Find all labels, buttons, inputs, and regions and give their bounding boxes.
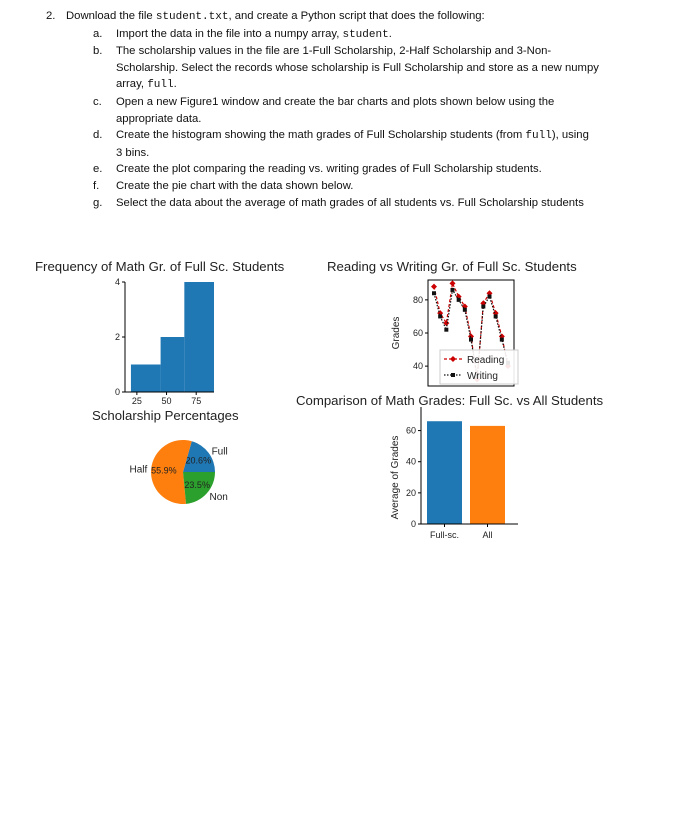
bar-chart-title: Comparison of Math Grades: Full Sc. vs All Students [296,393,604,408]
histogram-bar [161,337,185,392]
pie-percent-label: 55.9% [151,465,177,476]
histogram-bar [184,282,214,392]
y-tick-label: 4 [114,277,120,287]
x-tick-label: All [482,530,493,540]
histogram-bar [131,365,161,393]
y-tick-label: 60 [405,425,416,436]
pie-chart-title: Scholarship Percentages [92,408,239,423]
pie-label: Non [209,492,228,504]
pie-label: Full [211,446,228,458]
legend-marker [451,373,455,377]
y-axis-label: Average of Grades [390,435,401,520]
task-marker: c. [93,95,102,108]
writing-marker [451,288,455,292]
comparison-bar-full [427,421,462,524]
task-text: Create the histogram showing the math grades of Full Scholarship students (from [116,129,526,142]
task-marker: f. [93,179,100,192]
intro-suffix: , and create a Python script that does the following: [228,10,485,22]
y-tick-label: 20 [405,487,416,498]
pie-percent-label: 20.6% [185,455,212,466]
task-text: 3 bins. [116,146,150,159]
writing-marker [481,305,485,309]
histogram-chart [115,277,214,406]
task-text: The scholarship values in the file are 1-Full Scholarship, 2-Half Scholarship and 3-Non- [116,45,552,58]
comparison-bar-all [470,426,505,524]
task-marker: e. [93,163,103,176]
task-text: Scholarship. Select the records whose scholarship is Full Scholarship and store as a new numpy [116,61,599,74]
task-text: Select the data about the average of math grades of all students vs. Full Scholarship students [116,196,584,209]
intro-prefix: Download the file [66,10,156,22]
writing-marker [488,295,492,299]
y-tick-label: 40 [412,361,423,372]
x-tick-label: Full-sc. [430,530,459,540]
y-axis-label: Grades [391,316,402,350]
x-tick-label: 25 [131,396,142,406]
task-text: appropriate data. [116,112,202,125]
task-code: full [525,130,552,143]
y-tick-label: 0 [410,519,416,529]
x-tick-label: 50 [161,396,172,406]
y-tick-label: 0 [114,387,120,397]
task-code: student [342,28,389,41]
y-tick-label: 2 [114,332,120,342]
writing-marker [444,328,448,332]
task-code: full [147,79,174,92]
legend-label: Writing [467,371,498,382]
task-marker: a. [93,27,103,40]
task-text: Import the data in the file into a numpy array, [116,27,343,40]
line-chart-title: Reading vs Writing Gr. of Full Sc. Students [327,259,577,274]
task-text: . [388,27,392,40]
scholarship-pie-chart [130,440,228,504]
x-tick-label: 75 [191,396,202,406]
task-text: Create the pie chart with the data shown below. [116,179,354,192]
legend-label: Reading [467,355,505,366]
task-marker: g. [93,196,103,209]
comparison-bar-chart [390,407,518,540]
writing-marker [457,298,461,302]
y-tick-label: 60 [412,328,423,338]
task-text: . [173,78,177,91]
pie-percent-label: 23.5% [184,479,210,490]
y-tick-label: 40 [405,456,416,467]
writing-marker [438,314,442,318]
task-text: array, [116,78,148,91]
task-marker: b. [93,45,103,58]
reading-writing-chart [391,280,518,386]
question-number: 2. [46,10,56,22]
writing-marker [500,338,504,342]
pie-label: Half [129,464,148,476]
writing-marker [469,338,473,342]
intro-file: student.txt [155,11,229,23]
histogram-title: Frequency of Math Gr. of Full Sc. Students [35,259,285,274]
writing-marker [432,291,436,295]
writing-marker [463,308,467,312]
y-tick-label: 80 [412,294,423,305]
task-text: Open a new Figure1 window and create the bar charts and plots shown below using the [116,95,555,108]
task-text: ), using [551,129,589,142]
task-text: Create the plot comparing the reading vs. writing grades of Full Scholarship students. [116,163,542,176]
task-marker: d. [93,129,103,142]
writing-marker [494,314,498,318]
